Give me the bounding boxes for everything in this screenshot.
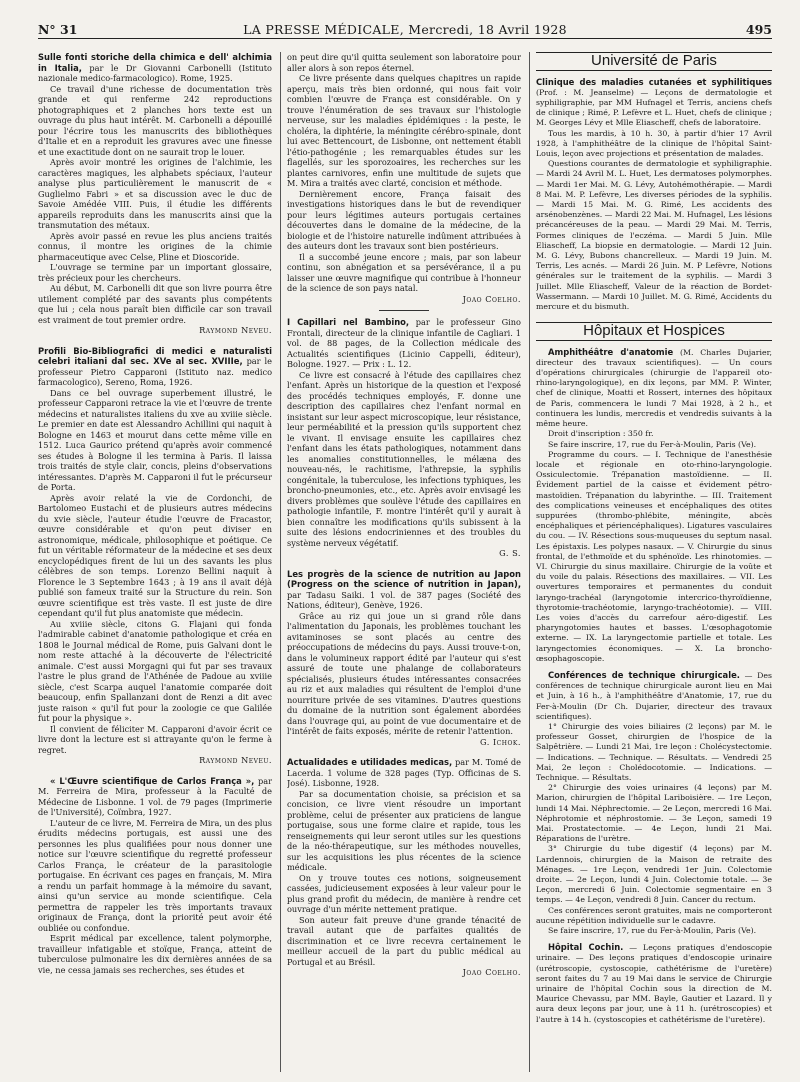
paragraph: Questions courantes de dermatologie et syphiligraphie. — Mardi 24 Avril M. L. Huet, Les dermatoses polymorphes. — Mardi 1er Mai. M. G. Lévy, Autohémothérapie. — Mardi 8 Mai. M. P. Lefèvre, Les diverses périodes de la syphilis. — Mardi 15 Mai. M. G. Rimé, Les accidents des arsénobenzènes. — Mardi 22 Mai. M. Hufnagel, Les lésions précancéreuses de la peau. — Mardi 29 Mai. M. Terris, Formes cliniques de l'eczéma. — Mardi 5 Juin. Mlle Eliascheff, La biopsie en dermatologie. — Mardi 12 Juin. M. G. Lévy, Bubons chancrelleux. — Mardi 19 Juin. M. Terris, Les acnés. — Mardi 26 Juin. M. P Lefèvre, Notions générales sur le traitement de la syphilis. — Mardi 3 Juillet. Mlle Eliascheff, Valeur de la réaction de Bordet-Wassermann. — Mardi 10 Juillet. M. G. Rimé, Accidents du mercure et du bismuth. (536, 159, 772, 311)
article-separator (379, 310, 429, 311)
paragraph: 3° Chirurgie du tube digestif (4 leçons) par M. Lardennois, chirurgien de la Maison de retraite des Ménages. — 1re Leçon, vendredi 1er Juin. Colectomie droite. — 2e Leçon, lundi 4 Juin. Colectomie totale. — 3e Leçon, mercredi 6 Juin. Colectomie segmentaire en 3 temps. — 4e Leçon, vendredi 8 Juin. Cancer du rectum. (536, 844, 772, 905)
paragraph: Ce travail d'une richesse de documentation très grande et qui renferme 242 reproductions photographiques et 2 planches hors texte est un ouvrage du plus haut intérêt. M. Carbonelli a dépouillé pour l'écrire tous les manuscrits des bibliothèques d'Italie et en a reproduit les gravures avec une finesse et une exactitude dont on ne saurait trop le louer. (38, 83, 272, 157)
signature: Raymond Neveu. (199, 325, 272, 335)
paragraph: Dernièrement encore, França faisait des investigations historiques dans le but de revendiquer pour leurs légitimes auteurs portugais certaines découvertes dans le domaine de la médecine, de la biologie et de l'histoire naturelle indûment attribuées à des auteurs dont les travaux sont bien postérieurs. (287, 188, 521, 251)
paragraph: Après avoir montré les origines de l'alchimie, les caractères magiques, les alphabets spéciaux, l'auteur analyse plus particulièrement le manuscrit de « Guglielmo Fabri » et sa discussion avec le duc de Savoie Amédée VIII. Puis, il étudie les différents appareils reproduits dans les manuscrits ainsi que la transmutation des métaux. (38, 157, 272, 230)
review-capparoni-citation: Profili Bio-Bibliografici di medici e naturalisti celebri italiani dal sec. XVe al sec. XVIIIe, par le professeur Pietro Capparoni (Istituto naz. medico farmacologico), Sereno, Roma, 1926. (38, 345, 272, 387)
notice-conferences-chirurgie: Conférences de technique chirurgicale. — Des conférences de technique chirurgicale auront lieu en Mai et Juin, à 16 h., à l'amphithéâtre d'Anatomie, 17, rue du Fer-à-Moulin (Dr Ch. Dujarier, directeur des travaux scientifiques). (536, 669, 772, 721)
notice-title: Amphithéâtre d'anatomie (548, 346, 674, 357)
column-1 (38, 52, 272, 1072)
column-3 (536, 52, 772, 1072)
paragraph: Son auteur fait preuve d'une grande ténacité de travail autant que de parfaites qualités de discrimination et ce livre recevra certainement le meilleur accueil de la part du public médical au Portugal et au Brésil. (287, 914, 521, 967)
paragraph: 1° Chirurgie des voies biliaires (2 leçons) par M. le professeur Gosset, chirurgien de l'hospice de la Salpêtrière. — Lundi 21 Mai, 1re leçon : Cholécystectomie. — Indications. — Technique. — Résultats. — Vendredi 25 Mai, 2e leçon : Cholédocotomie. — Indications. — Technique. — Résultats. (536, 721, 772, 782)
review-title: Sulle fonti storiche della chimica e dell' alchimia in Italia, (38, 52, 272, 73)
paragraph: Programme du cours. — I. Technique de l'anesthésie locale et régionale en oto-rhino-laryngologie. Ossiculectomie. Trépanation mastoïdienne. — II. Évidement partiel de la caisse et évidement pétro-mastoïdien. Trépanation du labyrinthe. — III. Traitement des complications veineuses et encéphaliques des otites suppurées (thrombo-phlébite, méningite, abcès encéphaliques et périencéphaliques). Ligatures vasculaires du cou. — IV. Résections sous-muqueuses du septum nasal. Les épistaxis. Les polypes nasaux. — V. Chirurgie du sinus frontal, de l'ethmoïde et du sphénoïde. Les rhinotomies. — VI. Chirurgie du sinus maxillaire. Chirurgie de la voûte et du voile du palais. Résections des maxillaires. — VII. Les ouvertures temporaires et permanentes du conduit laryngo-trachéal (laryngotomie intercrico-thyroïdienne, thyrotomie-trachéotomie, laryngo-trachéotomie). — VIII. Les voies d'accès du carrefour aéro-digestif. Les pharyngotomies hautes et basses. L'œsophagotomie externe. — IX. La laryngectomie partielle et totale. Les laryngectomies économiques. — X. La broncho-œsophagoscopie. (536, 449, 772, 663)
paragraph: Dans ce bel ouvrage superbement illustré, le professeur Capparoni retrace la vie et l'œuvre de trente médecins et naturalistes italiens du xve au xviiie siècle. Le premier en date est Alessandro Achillini qui naquit à Bologne en 1463 et mourut dans cette même ville en 1512. Luca Gaurico prétend qu'après avoir commencé ses études à Bologne il les termina à Paris. Il laissa trois traités de style clair, concis, pleins d'observations intéressantes. D'après M. Capparoni il fut le précurseur de Porta. (38, 387, 272, 492)
review-title: I Capillari nel Bambino, (287, 317, 410, 327)
paragraph: Après avoir passé en revue les plus anciens traités connus, il montre les origines de la chimie pharmaceutique avec Celse, Pline et Dioscoride. (38, 230, 272, 262)
paragraph: L'ouvrage se termine par un important glossaire, très précieux pour les chercheurs. (38, 262, 272, 283)
paragraph: Après avoir relaté la vie de Cordonchi, de Bartolomeo Eustachi et de plusieurs autres médecins du xvie siècle, l'auteur étudie l'œuvre de Fracastor, œuvre considérable et qu'on peut diviser en astronomique, médicale, philosophique et poétique. Ce fut un véritable réformateur de la médecine et ses deux encyclopédiques firent de lui un des savants les plus célèbres de son temps. Lorenzo Bellini naquit à Florence le 3 Septembre 1643 ; à 19 ans il avait déjà publié son fameux traité sur la Structure du rein. Son œuvre scientifique est très vaste. Il est juste de dire cependant qu'il fut plus anatomiste que médecin. (38, 492, 272, 618)
review-title: Les progrès de la science de nutrition au Japon (Progress on the science of nutrition in Japan), (287, 568, 521, 589)
column-2 (287, 52, 521, 1072)
notice-hopital-cochin: Hôpital Cochin. — Leçons pratiques d'endoscopie urinaire. — Des leçons pratiques d'endoscopie urinaire (urétroscopie, cystoscopie, cathétérisme de l'uretère) seront faites du 7 au 19 Mai dans le service de Chirurgie urinaire de l'hôpital Cochin sous la direction de M. Maurice Chevassu, par MM. Bayle, Gautier et Lazard. Il y aura deux leçons par jour, une à 11 h. (urétroscopies) et l'autre à 14 h. (cystoscopies et cathétérisme de l'uretère). (536, 942, 772, 1024)
column-divider (280, 52, 281, 1072)
signature: Joao Coelho. (462, 293, 521, 304)
paragraph: Par sa documentation choisie, sa précision et sa concision, ce livre vient résoudre un important problème, celui de présenter aux praticiens de langue portugaise, sous une forme claire et rapide, tous les renseignements qui leur seront utiles sur les questions de la néo-thérapeutique, sur les méthodes nouvelles, sur les acquisitions les plus récentes de la science médicale. (287, 788, 521, 872)
review-title: Actualidades e utilidades medicas, (287, 757, 453, 767)
paragraph: Droit d'inscription : 350 fr. (548, 429, 654, 439)
paragraph: Ce livre est consacré à l'étude des capillaires chez l'enfant. Après un historique de la question et l'exposé des procédés techniques employés, F. donne une description des capillaires chez l'enfant normal en insistant sur leur aspect microscopique, leur résistance, leur perméabilité et la pression qu'ils supportent chez le vivant. Il envisage ensuite les capillaires chez l'enfant dans les états pathologiques, notamment dans les anomalies constitutionnelles, le mélæna des nouveau-nés, le rachitisme, l'athrepsie, la syphilis congénitale, la tuberculose, les infections typhiques, les broncho-pneumonies, etc., etc. Après avoir envisagé les divers problèmes que soulève l'étude des capillaires en pathologie infantile, F. montre l'intérêt qu'il y aurait à bien connaître les modifications qu'ils subissent à la suite des lésions endocriniennes et des troubles du système nerveux végétatif. (287, 369, 521, 548)
review-lacerda-citation: Actualidades e utilidades medicas, par M. Tomé de Lacerda. 1 volume de 328 pages (Typ. Officinas de S. José). Lisbonne, 1928. (287, 757, 521, 788)
page-header (38, 22, 772, 39)
paragraph: Se faire inscrire, 17, rue du Fer-à-Moulin, Paris (Ve). (548, 926, 757, 936)
section-heading-hopitaux: Hôpitaux et Hospices (536, 322, 772, 341)
paragraph: Esprit médical par excellence, talent polymorphe, travailleur infatigable et stoïque, França, atteint de tuberculose pulmonaire les dix dernières années de sa vie, ne cessa jamais ses recherches, ses études et (38, 933, 272, 975)
review-carbonelli-citation: Sulle fonti storiche della chimica e dell' alchimia in Italia, par le Dr Giovanni Carbonelli (Istituto nazionale medico-farmacologico). Rome, 1925. (38, 52, 272, 83)
paragraph: Se faire inscrire, 17, rue du Fer-à-Moulin, Paris (Ve). (548, 439, 757, 449)
notice-title: Hôpital Cochin. (548, 942, 624, 953)
review-franca-citation: « L'Œuvre scientifique de Carlos França », par M. Ferreira de Mira, professeur à la Faculté de Médecine de Lisbonne. 1 vol. de 79 pages (Imprimerie de l'Université), Coïmbra, 1927. (38, 775, 272, 817)
paragraph: On y trouve toutes ces notions, soigneusement cassées, judicieusement exposées à leur valeur pour le plus grand profit du médecin, de manière à rendre cet ouvrage d'un mérite nettement pratique. (287, 872, 521, 914)
paragraph: Au début, M. Carbonelli dit que son livre pourra être utilement complété par des savants plus compétents que lui ; cela nous paraît bien difficile car son travail est vraiment de tout premier ordre. (38, 283, 272, 325)
notice-title: Conférences de technique chirurgicale. (548, 669, 740, 680)
page-number: 495 (745, 22, 772, 37)
signature: Joao Coelho. (462, 967, 521, 977)
paragraph: 2° Chirurgie des voies urinaires (4 leçons) par M. Marion, chirurgien de l'hôpital Lariboisière. — 1re Leçon, lundi 14 Mai. Néphrectomie. — 2e Leçon, mercredi 16 Mai. Néphrotomie et néphrostomie. — 3e Leçon, samedi 19 Mai. Prostatectomie. — 4e Leçon, lundi 21 Mai. Réparations de l'urètre. (536, 783, 772, 844)
paragraph: Tous les mardis, à 10 h. 30, à partir d'hier 17 Avril 1928, à l'amphithéâtre de la clinique de l'hôpital Saint-Louis, leçon avec projections et présentation de malades. (536, 128, 772, 158)
paragraph: Il a succombé jeune encore ; mais, par son labeur continu, son abnégation et sa persévérance, il a pu laisser une œuvre magnifique qui contribue à l'honneur de la science de son pays natal. (287, 251, 521, 293)
review-saiki-citation: Les progrès de la science de nutrition au Japon (Progress on the science of nutrition in Japan), par Tadasu Saiki. 1 vol. de 387 pages (Société des Nations, éditeur), Genève, 1926. (287, 568, 521, 610)
paragraph: L'auteur de ce livre, M. Ferreira de Mira, un des plus érudits médecins portugais, est aussi une des personnes les plus qualifiées pour nous donner une notice sur l'œuvre scientifique du regretté professeur Carlos França, le créateur de la parasitologie portugaise. En écrivant ces pages en français, M. Mira a rendu un parfait hommage à la mémoire du savant, ainsi qu'un service au monde scientifique. Cela permettra de rappeler les très importants travaux originaux de França, dont la priorité peut avoir été oubliée ou confondue. (38, 817, 272, 933)
notice-clinique-cutanee: Clinique des maladies cutanées et syphilitiques (Prof. : M. Jeanselme) — Leçons de dermatologie et syphiligraphie, par MM Hufnagel et Terris, anciens chefs de clinique ; Rimé, P. Lefèvre et L. Huet, chefs de clinique ; M. Georges Lévy et Mlle Eliascheff, chefs de laboratoire. (536, 76, 772, 128)
review-frontali-citation: I Capillari nel Bambino, par le professeur Gino Frontali, directeur de la clinique infantile de Cagliari. 1 vol. de 88 pages, de la Collection médicale des Actualités scientifiques (Licinio Cappelli, éditeur), Bologne. 1927. — Prix : L. 12. (287, 317, 521, 369)
notice-title: Clinique des maladies cutanées et syphilitiques (536, 76, 772, 87)
issue-number: N° 31 (38, 22, 78, 37)
journal-title: LA PRESSE MÉDICALE, Mercredi, 18 Avril 1928 (243, 22, 567, 37)
paragraph: on peut dire qu'il quitta seulement son laboratoire pour aller alors à son repos éternel. (287, 52, 521, 73)
signature: Raymond Neveu. (199, 755, 272, 765)
review-title: « L'Œuvre scientifique de Carlos França », (50, 775, 255, 786)
review-title: Profili Bio-Bibliografici di medici e naturalisti celebri italiani dal sec. XVe al sec. XVIIIe, (38, 345, 272, 366)
signature: G. Ichok. (479, 736, 521, 747)
paragraph: Il convient de féliciter M. Capparoni d'avoir écrit ce livre dont la lecture est si attrayante qu'on le ferme à regret. (38, 723, 272, 755)
paragraph: Ces conférences seront gratuites, mais ne comporteront aucune répétition individuelle sur le cadavre. (536, 905, 772, 925)
paragraph: Grâce au riz qui joue un si grand rôle dans l'alimentation du Japonais, les problèmes touchant les avitaminoses se sont placés au centre des préoccupations de médecins du pays. Aussi trouve-t-on, dans le volumineux rapport édité par l'auteur qui s'est assuré de toute une phalange de collaborateurs spécialisés, plusieurs études intéressantes consacrées au riz et aux maladies qui résultent de l'emploi d'une nourriture privée de ses vitamines. D'autres questions du domaine de la nutrition sont également abordées dans l'ouvrage qui, au point de vue documentaire et de l'intérêt de faits exposés, mérite de retenir l'attention. (287, 610, 521, 736)
notice-amphitheatre-anatomie: Amphithéâtre d'anatomie (M. Charles Dujarier, directeur des travaux scientifiques). — Un cours d'opérations chirurgicales (chirurgie de l'appareil oto-rhino-laryngologique), en dix leçons, par MM. P. Winter, chef de clinique, Moatti et Rossert, internes des hôpitaux de Paris, commencera le lundi 7 Mai 1928, à 2 h., et continuera les lundis, mercredis et vendredis suivants à la même heure. (536, 346, 772, 429)
section-heading-universite: Université de Paris (536, 52, 772, 71)
column-divider (529, 52, 530, 1072)
paragraph: Au xviiie siècle, citons G. Flajani qui fonda l'admirable cabinet d'anatomie pathologique et créa en 1808 le Journal médical de Rome, puis Galvani dont le nom reste attaché à la découverte de l'électricité animale. C'est aussi Morgagni qui fut par ses travaux l'astre le plus grand de l'Athénée de Padoue au xviiie siècle, c'est Scarpa auquel l'anatomie comparée doit beaucoup, enfin Spallanzani dont de Renzi a dit avec juste raison « qu'il fut pour la zoologie ce que Galilée fut pour la physique ». (38, 618, 272, 723)
paragraph: Ce livre présente dans quelques chapitres un rapide aperçu, mais très bien ordonné, qui nous fait voir combien l'œuvre de França est considérable. On y trouve l'énumération de ses travaux sur l'histologie nerveuse, sur les maladies épidémiques : la peste, le choléra, la diphtérie, la méningite cérébro-spinale, dont lui avec Bettencourt, de Lisbonne, ont nettement établi l'étio-pathogénie ; les remarquables études sur les flagellés, sur les sporozoaires, les recherches sur les plantes carnivores, enfin une multitude de sujets que M. Mira a traités avec clarté, concision et méthode. (287, 73, 521, 188)
signature: G. S. (499, 548, 521, 558)
